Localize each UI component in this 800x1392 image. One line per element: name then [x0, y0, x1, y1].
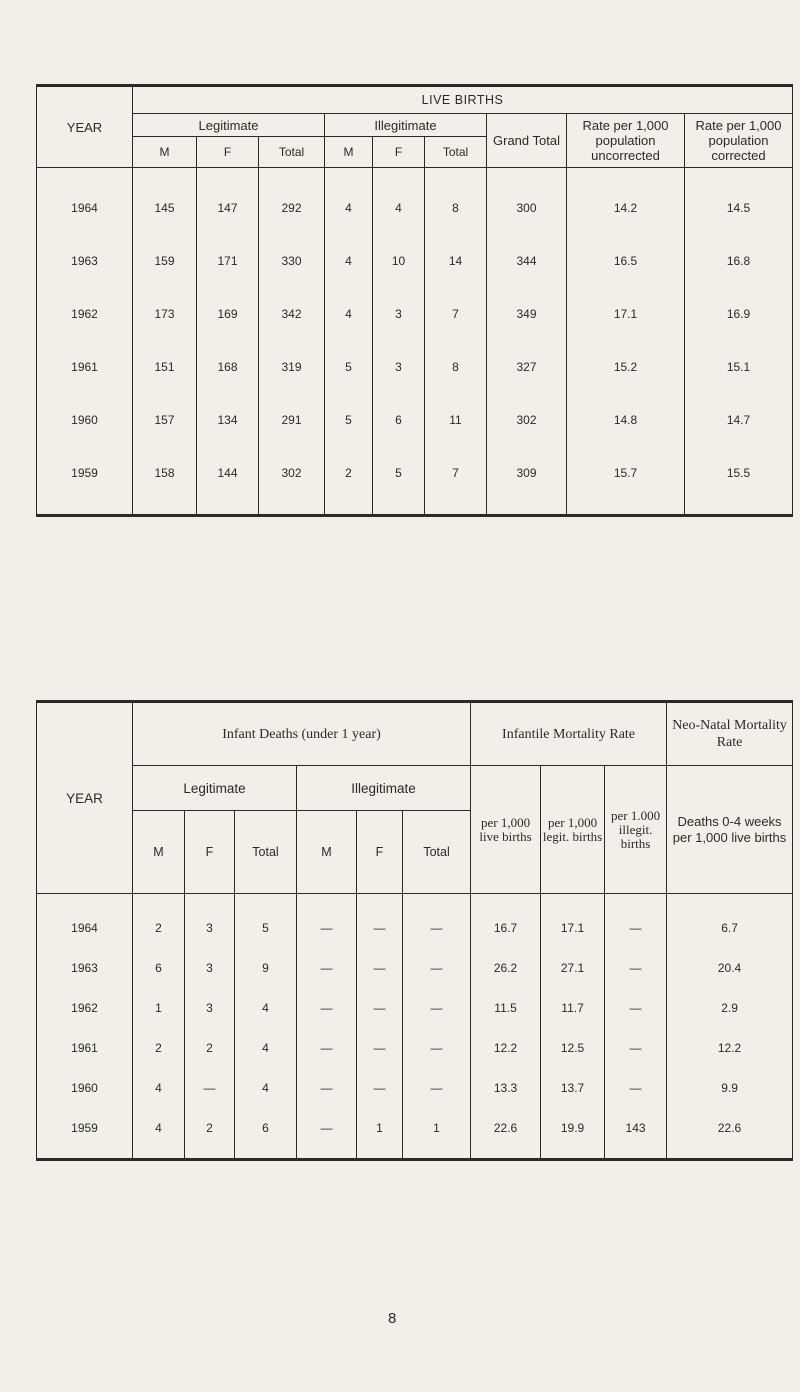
year-cell: 1963	[71, 960, 98, 975]
table-cell: 10	[373, 235, 425, 288]
table-cell: 19.9	[541, 1108, 605, 1160]
per-legit-births-header: per 1,000 legit. births	[541, 766, 605, 894]
table-cell: 342	[259, 288, 325, 341]
table-cell: 319	[259, 341, 325, 394]
table-cell: 17.1	[541, 894, 605, 949]
illegit-total-header: Total	[425, 137, 487, 168]
table-cell: 6.7	[667, 894, 793, 949]
table-cell: 14.7	[685, 394, 793, 447]
table-cell: 4	[235, 1068, 297, 1108]
table-row	[37, 988, 793, 1028]
table-cell: 302	[259, 447, 325, 516]
table-cell: 4	[373, 168, 425, 236]
table-cell: 1	[357, 1108, 403, 1160]
table-cell: 171	[197, 235, 259, 288]
table-cell: 151	[133, 341, 197, 394]
table-cell: 3	[185, 948, 235, 988]
table-cell: 8	[425, 341, 487, 394]
table-cell: 4	[133, 1068, 185, 1108]
table-row	[37, 235, 793, 288]
table-cell: —	[297, 894, 357, 949]
table-cell: 292	[259, 168, 325, 236]
table-cell: —	[297, 1028, 357, 1068]
table-cell: 5	[325, 341, 373, 394]
live-births-table	[36, 84, 793, 517]
table-cell: 3	[185, 988, 235, 1028]
infant-deaths-table	[36, 700, 793, 1161]
table-cell: 15.7	[567, 447, 685, 516]
table-cell: 3	[185, 894, 235, 949]
table-cell: —	[185, 1068, 235, 1108]
table-cell: 4	[133, 1108, 185, 1160]
per-illegit-births-header: per 1.000 illegit. births	[605, 766, 667, 894]
table-row	[37, 1028, 793, 1068]
table-cell: 11	[425, 394, 487, 447]
table-cell: 349	[487, 288, 567, 341]
table-cell: 330	[259, 235, 325, 288]
year-cell: 1960	[71, 413, 98, 427]
illegitimate-header: Illegitimate	[297, 766, 471, 811]
table-cell: 309	[487, 447, 567, 516]
table-cell: —	[605, 1028, 667, 1068]
table-cell: 2	[133, 1028, 185, 1068]
legit-m-header: M	[133, 137, 197, 168]
table-cell: 5	[373, 447, 425, 516]
table-cell: 4	[325, 288, 373, 341]
table-row	[37, 168, 793, 236]
legit-f-header: F	[197, 137, 259, 168]
illegit-f-header: F	[373, 137, 425, 168]
table-cell: 2	[325, 447, 373, 516]
year-cell: 1961	[71, 1040, 98, 1055]
table-cell: 143	[605, 1108, 667, 1160]
table-cell: —	[403, 1028, 471, 1068]
table-cell: 11.5	[471, 988, 541, 1028]
legit-total-header: Total	[259, 137, 325, 168]
legit-total-header: Total	[235, 811, 297, 894]
page-number: 8	[388, 1310, 397, 1327]
table-cell: 147	[197, 168, 259, 236]
year-cell: 1962	[71, 1000, 98, 1015]
table-cell: 5	[325, 394, 373, 447]
table-cell: 12.5	[541, 1028, 605, 1068]
year-header: YEAR	[37, 86, 133, 168]
legitimate-header: Legitimate	[133, 114, 325, 137]
table-cell: 2.9	[667, 988, 793, 1028]
table-cell: —	[357, 1068, 403, 1108]
illegitimate-header: Illegitimate	[325, 114, 487, 137]
table-cell: 2	[185, 1108, 235, 1160]
infant-deaths-title: Infant Deaths (under 1 year)	[133, 702, 471, 766]
table-cell: 144	[197, 447, 259, 516]
table-cell: 15.2	[567, 341, 685, 394]
table-cell: —	[297, 988, 357, 1028]
table-cell: —	[357, 948, 403, 988]
table-cell: 15.1	[685, 341, 793, 394]
table-cell: —	[297, 1108, 357, 1160]
table-row	[37, 394, 793, 447]
table-cell: 15.5	[685, 447, 793, 516]
table-cell: 12.2	[667, 1028, 793, 1068]
table-cell: —	[605, 988, 667, 1028]
table-cell: 4	[325, 235, 373, 288]
table-cell: 134	[197, 394, 259, 447]
table-cell: 302	[487, 394, 567, 447]
table-cell: —	[357, 1028, 403, 1068]
table-row	[37, 288, 793, 341]
table-cell: 1	[133, 988, 185, 1028]
table-cell: —	[403, 948, 471, 988]
year-cell: 1959	[71, 1120, 98, 1135]
table-row	[37, 1068, 793, 1108]
table-cell: 11.7	[541, 988, 605, 1028]
table-cell: 173	[133, 288, 197, 341]
infantile-mortality-title: Infantile Mortality Rate	[471, 702, 667, 766]
table-cell: 3	[373, 288, 425, 341]
table-cell: 12.2	[471, 1028, 541, 1068]
year-cell: 1963	[71, 254, 98, 268]
table-cell: 17.1	[567, 288, 685, 341]
legitimate-header: Legitimate	[133, 766, 297, 811]
table-cell: 6	[235, 1108, 297, 1160]
table-row	[37, 948, 793, 988]
year-cell: 1960	[71, 1080, 98, 1095]
table-cell: 22.6	[667, 1108, 793, 1160]
table-cell: —	[605, 948, 667, 988]
table-cell: 26.2	[471, 948, 541, 988]
table-cell: —	[297, 948, 357, 988]
table-cell: —	[605, 894, 667, 949]
table-cell: 16.9	[685, 288, 793, 341]
table-cell: 159	[133, 235, 197, 288]
table-cell: 9.9	[667, 1068, 793, 1108]
table-cell: 14.8	[567, 394, 685, 447]
year-cell: 1961	[71, 360, 98, 374]
table-cell: 13.3	[471, 1068, 541, 1108]
rate-corrected-header: Rate per 1,000 population corrected	[685, 114, 793, 168]
table-cell: 16.7	[471, 894, 541, 949]
per-live-births-header: per 1,000 live births	[471, 766, 541, 894]
illegit-f-header: F	[357, 811, 403, 894]
table-cell: 6	[373, 394, 425, 447]
table-cell: —	[403, 988, 471, 1028]
table-cell: 8	[425, 168, 487, 236]
year-cell: 1962	[71, 307, 98, 321]
legit-m-header: M	[133, 811, 185, 894]
illegit-m-header: M	[297, 811, 357, 894]
table-cell: 1	[403, 1108, 471, 1160]
table-cell: 291	[259, 394, 325, 447]
table-cell: 7	[425, 288, 487, 341]
year-cell: 1959	[71, 466, 98, 480]
table-cell: 16.8	[685, 235, 793, 288]
table-cell: 145	[133, 168, 197, 236]
table-cell: 158	[133, 447, 197, 516]
table-row	[37, 1108, 793, 1160]
year-cell: 1964	[71, 920, 98, 935]
table-cell: —	[357, 988, 403, 1028]
table-cell: 2	[185, 1028, 235, 1068]
table-cell: 4	[235, 1028, 297, 1068]
table-cell: 5	[235, 894, 297, 949]
table-cell: —	[403, 1068, 471, 1108]
rate-uncorrected-header: Rate per 1,000 population uncorrected	[567, 114, 685, 168]
table-cell: 22.6	[471, 1108, 541, 1160]
table-cell: 344	[487, 235, 567, 288]
table-cell: 169	[197, 288, 259, 341]
table-cell: 7	[425, 447, 487, 516]
live-births-title: LIVE BIRTHS	[133, 86, 793, 114]
table-cell: 6	[133, 948, 185, 988]
year-cell: 1964	[71, 201, 98, 215]
grand-total-header: Grand Total	[487, 114, 567, 168]
table-cell: 20.4	[667, 948, 793, 988]
illegit-total-header: Total	[403, 811, 471, 894]
illegit-m-header: M	[325, 137, 373, 168]
table-cell: 16.5	[567, 235, 685, 288]
table-cell: 14.5	[685, 168, 793, 236]
table-cell: 27.1	[541, 948, 605, 988]
table-cell: 327	[487, 341, 567, 394]
table-row	[37, 341, 793, 394]
table-cell: 168	[197, 341, 259, 394]
table-cell: 4	[325, 168, 373, 236]
deaths-weeks-header: Deaths 0-4 weeks per 1,000 live births	[667, 766, 793, 894]
table-cell: 9	[235, 948, 297, 988]
table-row	[37, 447, 793, 516]
table-cell: —	[605, 1068, 667, 1108]
table-cell: 157	[133, 394, 197, 447]
table-cell: 3	[373, 341, 425, 394]
table-cell: —	[297, 1068, 357, 1108]
table-cell: —	[403, 894, 471, 949]
table-cell: 300	[487, 168, 567, 236]
table-row	[37, 894, 793, 949]
table-cell: 4	[235, 988, 297, 1028]
table-cell: 13.7	[541, 1068, 605, 1108]
legit-f-header: F	[185, 811, 235, 894]
neo-natal-title: Neo-Natal Mortality Rate	[667, 702, 793, 766]
year-header: YEAR	[37, 702, 133, 894]
table-cell: —	[357, 894, 403, 949]
table-cell: 14.2	[567, 168, 685, 236]
table-cell: 2	[133, 894, 185, 949]
table-cell: 14	[425, 235, 487, 288]
